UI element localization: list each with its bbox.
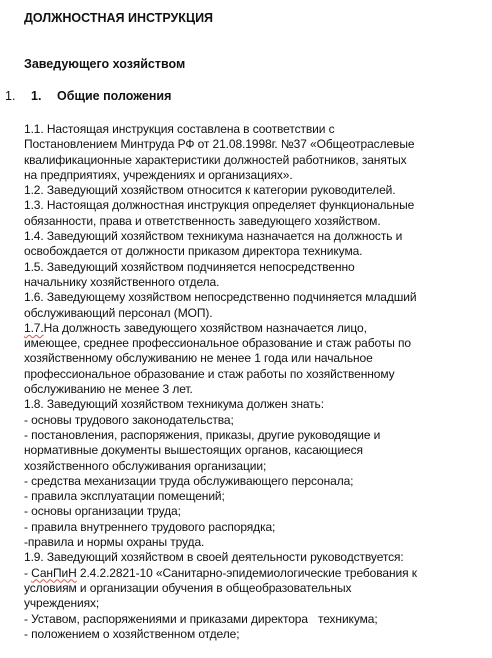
paragraph-line: 1.2. Заведующий хозяйством относится к категории руководителей.: [24, 183, 396, 198]
paragraph-line: обслуживающий персонал (МОП).: [24, 305, 213, 320]
paragraph-line: 1.4. Заведующий хозяйством техникума назначается на должность и: [24, 229, 403, 244]
paragraph-line-text: На должность заведующего хозяйством назначается лицо,: [43, 320, 367, 335]
paragraph-line-split: [24, 612, 488, 627]
paragraph-line-text: - Уставом, распоряжениями и приказами директора: [24, 611, 308, 626]
paragraph-line-marked: [24, 566, 488, 581]
paragraph-line: - основы трудового законодательства;: [24, 412, 234, 427]
paragraph-line: - правила внутреннего трудового распорядка;: [24, 519, 276, 534]
paragraph-line: - правила эксплуатации помещений;: [24, 489, 225, 504]
paragraph-line: обслуживанию не менее 3 лет.: [24, 382, 193, 397]
paragraph-line: - средства механизации труда обслуживающего персонала;: [24, 473, 354, 488]
paragraph-line-marked: [24, 321, 488, 336]
paragraph-line: - положением о хозяйственном отделе;: [24, 626, 240, 641]
paragraph-line: нормативные документы вышестоящих органов, касающиеся: [24, 443, 363, 458]
paragraph-line: учреждениях;: [24, 596, 100, 611]
document-subtitle: Заведующего хозяйством: [24, 57, 186, 71]
paragraph-line: обязанности, права и ответственность заведующего хозяйством.: [24, 213, 381, 228]
paragraph-line: 1.3. Настоящая должностная инструкция определяет функциональные: [24, 198, 415, 213]
paragraph-line: - постановления, распоряжения, приказы, другие руководящие и: [24, 427, 381, 442]
paragraph-line: 1.8. Заведующий хозяйством техникума должен знать:: [24, 397, 324, 412]
paragraph-line: освобождается от должности приказом директора техникума.: [24, 244, 363, 259]
spellcheck-marked-text: 1.7.: [24, 320, 44, 335]
paragraph-line: 1.5. Заведующий хозяйством подчиняется непосредственно: [24, 259, 355, 274]
paragraph-line: 1.9. Заведующий хозяйством в своей деятельности руководствуется:: [24, 550, 404, 565]
document-body: [24, 122, 488, 642]
paragraph-line: хозяйственному обслуживанию не менее 1 года или начальное: [24, 351, 373, 366]
paragraph-line: хозяйственного обслуживания организации;: [24, 458, 267, 473]
document-title: ДОЛЖНОСТНАЯ ИНСТРУКЦИЯ: [24, 11, 214, 25]
paragraph-line: профессиональное образование и стаж работы по хозяйственному: [24, 366, 395, 381]
paragraph-line-text: 2.4.2.2821-10 «Санитарно-эпидемиологические требования к: [79, 565, 417, 580]
paragraph-line: - основы организации труда;: [24, 504, 181, 519]
bullet-dash: -: [24, 565, 32, 580]
section-number: 1.: [31, 89, 42, 103]
paragraph-line: квалификационные характеристики должностей работников, занятых: [24, 152, 407, 167]
paragraph-line: -правила и нормы охраны труда.: [24, 535, 205, 550]
paragraph-line: Постановлением Минтруда РФ от 21.08.1998г. №37 «Общеотраслевые: [24, 137, 415, 152]
section-title: Общие положения: [57, 89, 172, 103]
paragraph-line: условиям и организации обучения в общеобразовательных: [24, 580, 352, 595]
spellcheck-marked-text: СанПиН: [31, 565, 77, 580]
list-number: 1.: [5, 89, 16, 103]
paragraph-line: начальнику хозяйственного отдела.: [24, 274, 220, 289]
paragraph-line: 1.6. Заведующему хозяйством непосредственно подчиняется младший: [24, 290, 417, 305]
section-heading: [5, 88, 171, 104]
paragraph-line: 1.1. Настоящая инструкция составлена в соответствии с: [24, 122, 335, 136]
paragraph-line-text: техникума;: [317, 611, 378, 626]
paragraph-line: имеющее, среднее профессиональное образование и стаж работы по: [24, 336, 411, 351]
paragraph-line: на предприятиях, учреждениях и организациях».: [24, 167, 293, 182]
